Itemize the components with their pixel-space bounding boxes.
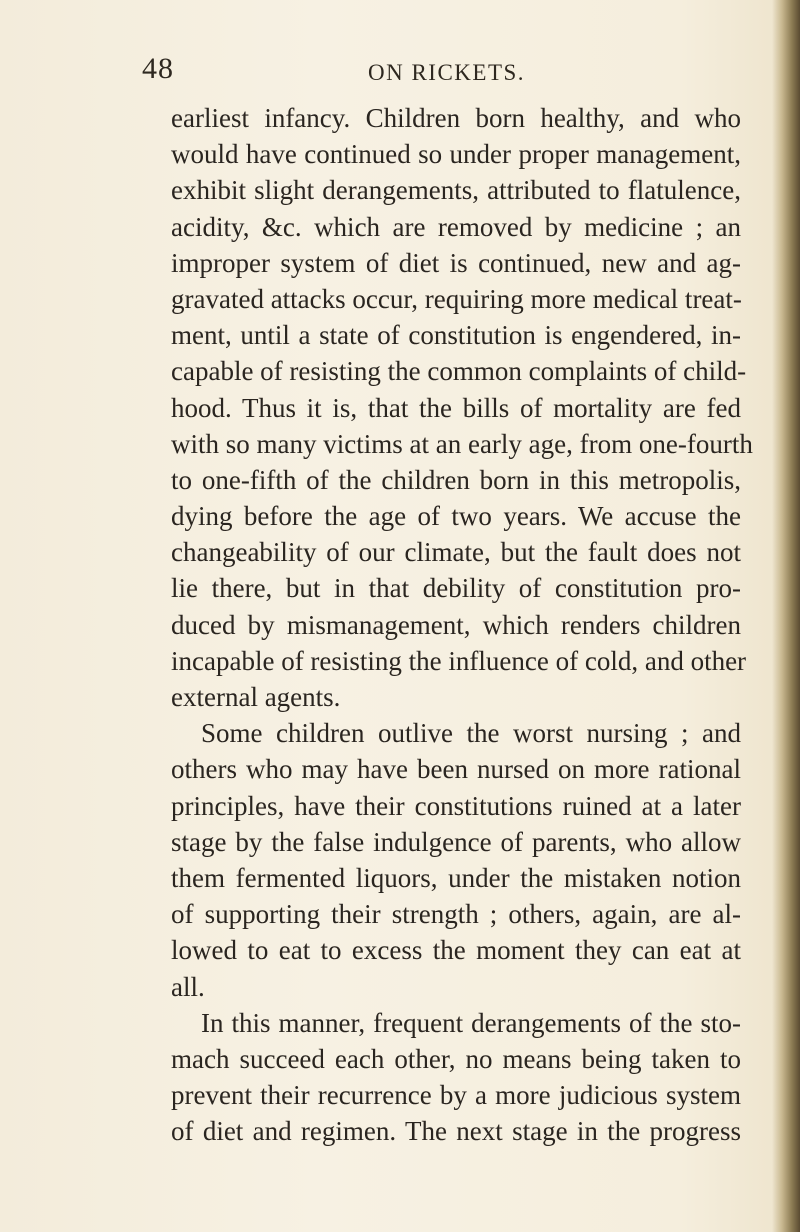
text-line: hood. Thus it is, that the bills of mortality are fed: [171, 392, 741, 423]
text-line: ment, until a state of constitution is engendered, in-: [171, 320, 741, 351]
text-line: prevent their recurrence by a more judicious system: [171, 1080, 741, 1111]
text-line: dying before the age of two years. We accuse the: [171, 501, 741, 532]
text-line: improper system of diet is continued, new and ag-: [171, 247, 741, 278]
text-line: earliest infancy. Children born healthy, and who: [171, 103, 741, 133]
text-line: exhibit slight derangements, attributed to flatulence,: [171, 175, 741, 206]
text-line: changeability of our climate, but the fault does not: [171, 537, 741, 568]
text-line: gravated attacks occur, requiring more medical treat-: [171, 283, 742, 314]
page-edge-shadow: [772, 0, 800, 1232]
text-line: lowed to eat to excess the moment they can eat at: [171, 935, 741, 966]
text-line: stage by the false indulgence of parents, who allow: [171, 826, 741, 857]
text-line: acidity, &c. which are removed by medicine ; an: [171, 211, 741, 242]
text-line: lie there, but in that debility of constitution pro-: [171, 573, 741, 604]
text-line: Some children outlive the worst nursing ; and: [201, 718, 741, 749]
running-head: ON RICKETS.: [368, 60, 526, 85]
text-line: incapable of resisting the influence of cold, and other: [171, 645, 747, 676]
page-number: 48: [142, 52, 174, 85]
text-line: external agents.: [171, 682, 341, 712]
text-line: In this manner, frequent derangements of the sto-: [201, 1007, 741, 1038]
text-line: others who may have been nursed on more rational: [171, 754, 741, 785]
text-line: to one-fifth of the children born in this metropolis,: [171, 464, 741, 495]
text-line: principles, have their constitutions ruined at a later: [171, 790, 741, 821]
text-line: of supporting their strength ; others, again, are al-: [171, 899, 741, 930]
text-line: capable of resisting the common complaints of child-: [171, 356, 747, 387]
body-text: [171, 100, 753, 1149]
text-line: of diet and regimen. The next stage in the progress: [171, 1116, 741, 1147]
text-line: mach succeed each other, no means being taken to: [171, 1043, 741, 1074]
text-line: duced by mismanagement, which renders children: [171, 609, 741, 640]
text-line: with so many victims at an early age, from one-fourth: [171, 428, 753, 459]
text-line: them fermented liquors, under the mistaken notion: [171, 862, 741, 893]
text-line: all.: [171, 971, 205, 1002]
text-line: would have continued so under proper management,: [171, 139, 741, 170]
